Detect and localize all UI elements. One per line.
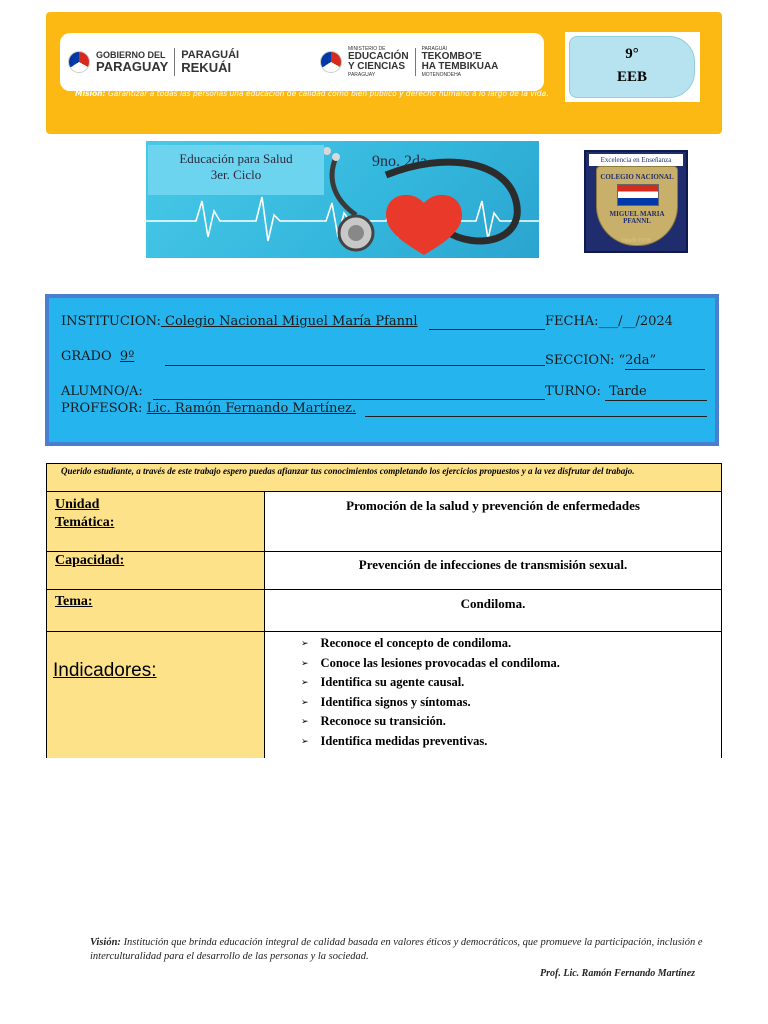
stethoscope-chestpiece-center	[348, 225, 364, 241]
indicador-item: ➢ Identifica su agente causal.	[301, 674, 721, 694]
capacidad-value: Prevención de infecciones de transmisión sexual.	[358, 557, 628, 572]
gobierno-logo	[68, 48, 239, 76]
lesson-table	[46, 463, 722, 758]
turno-label: TURNO:	[545, 384, 601, 399]
subject-cycle: 3er. Ciclo	[210, 167, 262, 183]
school-since: Desde 1978	[621, 238, 651, 244]
vision-text: Institución que brinda educación integral de calidad basada en valores éticos y democráticos, que promueve la participación, inclusión e interculturalidad para el desarrollo de las personas y la sociedad.	[90, 937, 703, 962]
seccion-row	[545, 353, 656, 368]
student-info-box	[45, 294, 719, 446]
unidad-value-cell	[265, 492, 721, 552]
unidad-label: Unidad	[55, 497, 100, 512]
mec-line1-text: EDUCACIÓN	[348, 51, 409, 62]
paraguay-seal-icon	[68, 51, 90, 73]
mec-line2-text: Y CIENCIAS	[348, 61, 406, 72]
tema-label: Tema:	[55, 594, 93, 609]
stethoscope-earpiece	[332, 153, 340, 161]
indicadores-list	[265, 632, 721, 753]
mec-logo	[320, 46, 498, 78]
school-motto: Excelencia en Enseñanza	[589, 154, 683, 166]
grade-badge	[565, 32, 700, 102]
school-name: COLEGIO NACIONAL	[600, 173, 674, 181]
tek-bottom-text: MOTENONDEHA	[421, 72, 462, 78]
indicador-item: ➢ Identifica signos y síntomas.	[301, 694, 721, 714]
fecha-label: FECHA:	[545, 314, 599, 329]
mec-ministerio-text: MINISTERIO DE	[348, 46, 386, 52]
indicadores-label-cell	[47, 632, 265, 758]
institucion-row	[61, 314, 418, 329]
rekuai-small-text: PARAGUÁI	[181, 49, 240, 61]
grado-value: 9º	[119, 349, 135, 364]
seccion-underline	[625, 369, 705, 370]
rekuai-big-text: REKUÁI	[181, 60, 232, 75]
capacidad-value-cell	[265, 552, 721, 590]
grade-level: EEB	[616, 68, 647, 85]
tema-value-cell	[265, 590, 721, 632]
turno-row	[545, 384, 647, 399]
tema-value: Condiloma.	[460, 596, 526, 611]
unidad-value: Promoción de la salud y prevención de enfermedades	[346, 498, 640, 513]
health-banner	[146, 141, 539, 258]
stethoscope-earpiece	[323, 147, 331, 155]
intro-message: Querido estudiante, a través de este trabajo espero puedas afianzar tus conocimientos completando los ejercicios propuestos y a la vez disfrutar del trabajo.	[47, 464, 721, 492]
grade-badge-inner	[569, 36, 695, 98]
tematica-label: Temática:	[55, 514, 115, 530]
capacidad-label: Capacidad:	[55, 553, 125, 568]
institucion-underline	[429, 329, 545, 330]
tek-line1-text: TEKOMBO'E	[421, 51, 482, 62]
tek-line2-text: HA TEMBIKUAA	[421, 61, 499, 72]
institucion-value: Colegio Nacional Miguel María Pfannl	[160, 314, 418, 329]
tema-label-cell	[47, 590, 265, 632]
profesor-underline	[365, 416, 707, 417]
subject-label	[148, 145, 324, 195]
alumno-label: ALUMNO/A:	[61, 384, 143, 399]
alumno-underline	[153, 399, 545, 400]
course-title: 9no. 2da.	[372, 153, 432, 170]
school-name2: MIGUEL MARIA	[609, 210, 665, 218]
indicadores-label: Indicadores:	[53, 660, 157, 681]
mision-text: Garantizar a todas las personas una educación de calidad como bien público y derecho humano a lo largo de la vida.	[105, 89, 549, 98]
grade-number: 9°	[625, 46, 639, 62]
school-shield-icon	[596, 166, 678, 246]
indicador-item: ➢ Identifica medidas preventivas.	[301, 733, 721, 753]
indicador-item: ➢ Reconoce su transición.	[301, 713, 721, 733]
school-crest	[584, 150, 688, 253]
heart-icon	[386, 195, 462, 255]
logo-divider	[174, 48, 175, 76]
vision-label: Visión:	[90, 937, 121, 948]
subject-name: Educación para Salud	[179, 151, 293, 166]
institucion-label: INSTITUCION:	[61, 314, 161, 329]
grado-underline	[165, 365, 545, 366]
turno-value: Tarde	[609, 384, 647, 399]
profesor-label: PROFESOR:	[61, 401, 143, 416]
indicadores-value-cell	[265, 632, 721, 758]
mision-label: Misión:	[75, 89, 106, 98]
fecha-row	[545, 314, 673, 329]
mec-paraguay-text: PARAGUAY	[348, 72, 376, 78]
mec-seal-icon	[320, 51, 342, 73]
gov-big-text: PARAGUAY	[96, 59, 169, 74]
seccion-value: “2da”	[618, 353, 657, 368]
indicador-item: ➢ Conoce las lesiones provocadas el condiloma.	[301, 655, 721, 675]
capacidad-label-cell	[47, 552, 265, 590]
logo-divider	[415, 48, 416, 76]
teacher-signature: Prof. Lic. Ramón Fernando Martínez	[540, 968, 696, 979]
indicador-item: ➢ Reconoce el concepto de condiloma.	[301, 635, 721, 655]
profesor-value: Lic. Ramón Fernando Martínez.	[146, 401, 357, 416]
gov-small-text: GOBIERNO DEL	[96, 50, 166, 60]
school-flag-icon	[617, 184, 659, 206]
fecha-value: ___/__/2024	[598, 314, 673, 329]
profesor-row	[61, 401, 356, 416]
alumno-row	[61, 384, 143, 399]
grado-row	[61, 349, 134, 364]
school-name3: PFANNL	[623, 217, 651, 225]
grado-label: GRADO	[61, 349, 112, 364]
mision-statement	[75, 89, 555, 98]
turno-underline	[605, 400, 707, 401]
unidad-label-cell	[47, 492, 265, 552]
seccion-label: SECCION:	[545, 353, 615, 368]
vision-statement	[90, 936, 730, 963]
tek-small-text: PARAGUÁI	[421, 46, 448, 52]
stethoscope-tube	[332, 157, 356, 215]
